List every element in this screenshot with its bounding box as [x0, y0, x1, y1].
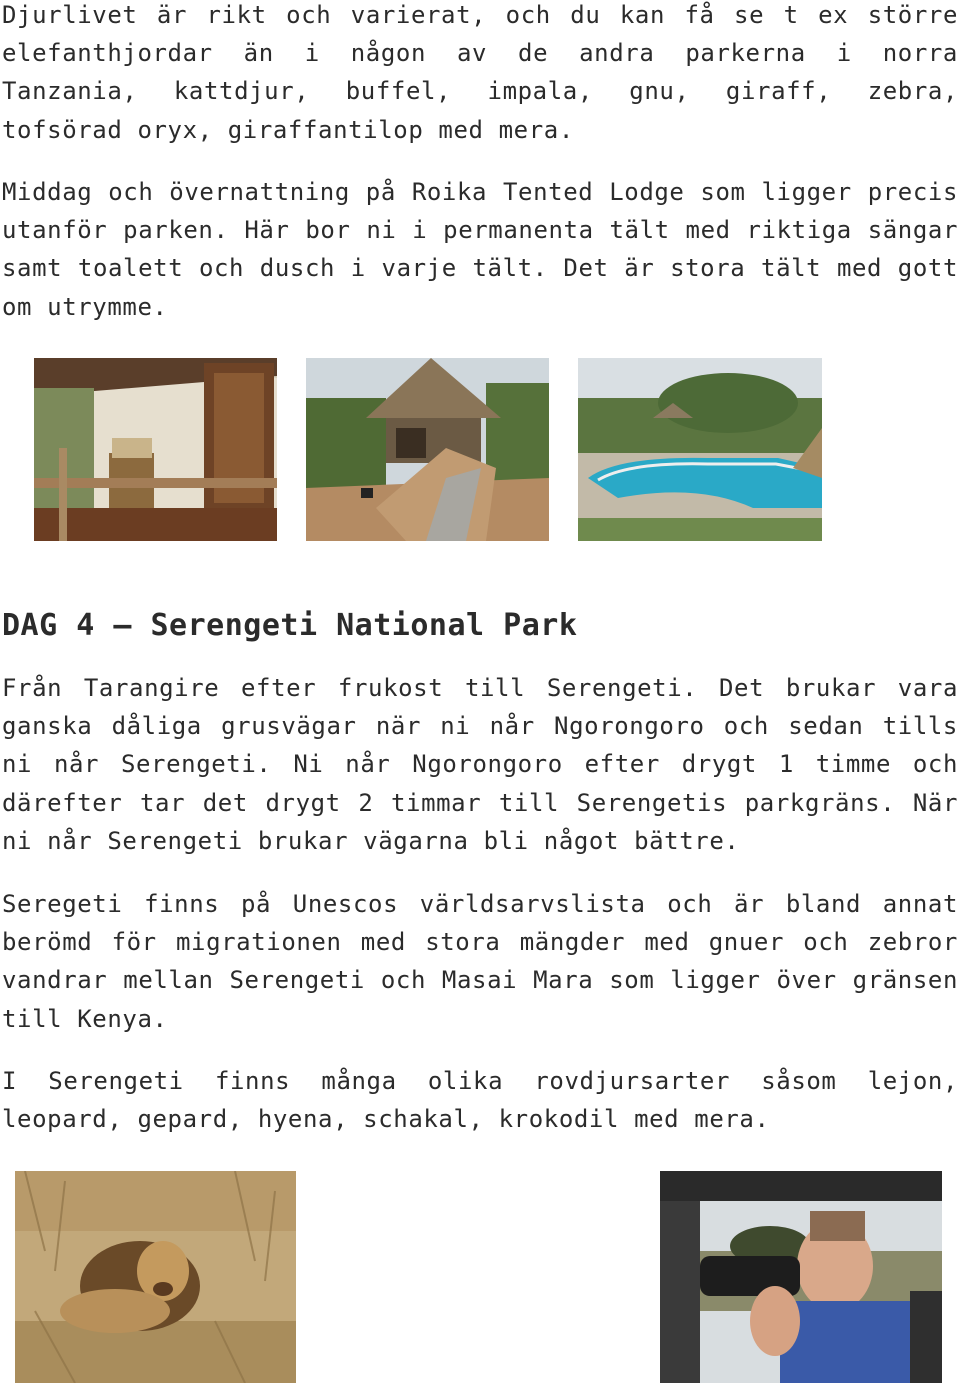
photo-lion: [15, 1171, 296, 1383]
paragraph-predators: I Serengeti finns många olika rovdjursarter såsom lejon, leopard, gepard, hyena, schakal, krokodil med mera.: [2, 1067, 958, 1134]
photo-thatched-hut: [306, 358, 549, 541]
paragraph-wildlife: Djurlivet är rikt och varierat, och du kan få se t ex större elefanthjordar än i någon av de andra parkerna i norra Tanzania, kattdjur, buffel, impala, gnu, giraff, zebra, tofsörad oryx, giraffantilop med mera.: [2, 1, 958, 144]
photo-pool: [578, 358, 822, 541]
paragraph-lodge: Middag och övernattning på Roika Tented Lodge som ligger precis utanför parken. Här bor ni i permanenta tält med riktiga sängar samt toalett och dusch i varje tält. Det är stora tält med gott om utrymme.: [2, 178, 958, 321]
paragraph-route: Från Tarangire efter frukost till Serengeti. Det brukar vara ganska dåliga grusvägar när ni når Ngorongoro och sedan tills ni når Serengeti. Ni når Ngorongoro efter drygt 1 timme och därefter tar det drygt 2 timmar till Serengetis parkgräns. När ni når Serengeti brukar vägarna bli något bättre.: [2, 674, 958, 855]
paragraph-unesco: Seregeti finns på Unescos världsarvslista och är bland annat berömd för migrationen med stora mängder med gnuer och zebror vandrar mellan Serengeti och Masai Mara som ligger över gränsen till Kenya.: [2, 890, 958, 1033]
photo-tent-veranda: [34, 358, 277, 541]
photo-binoculars: [660, 1171, 942, 1383]
section-heading-day4: DAG 4 – Serengeti National Park: [2, 608, 578, 643]
